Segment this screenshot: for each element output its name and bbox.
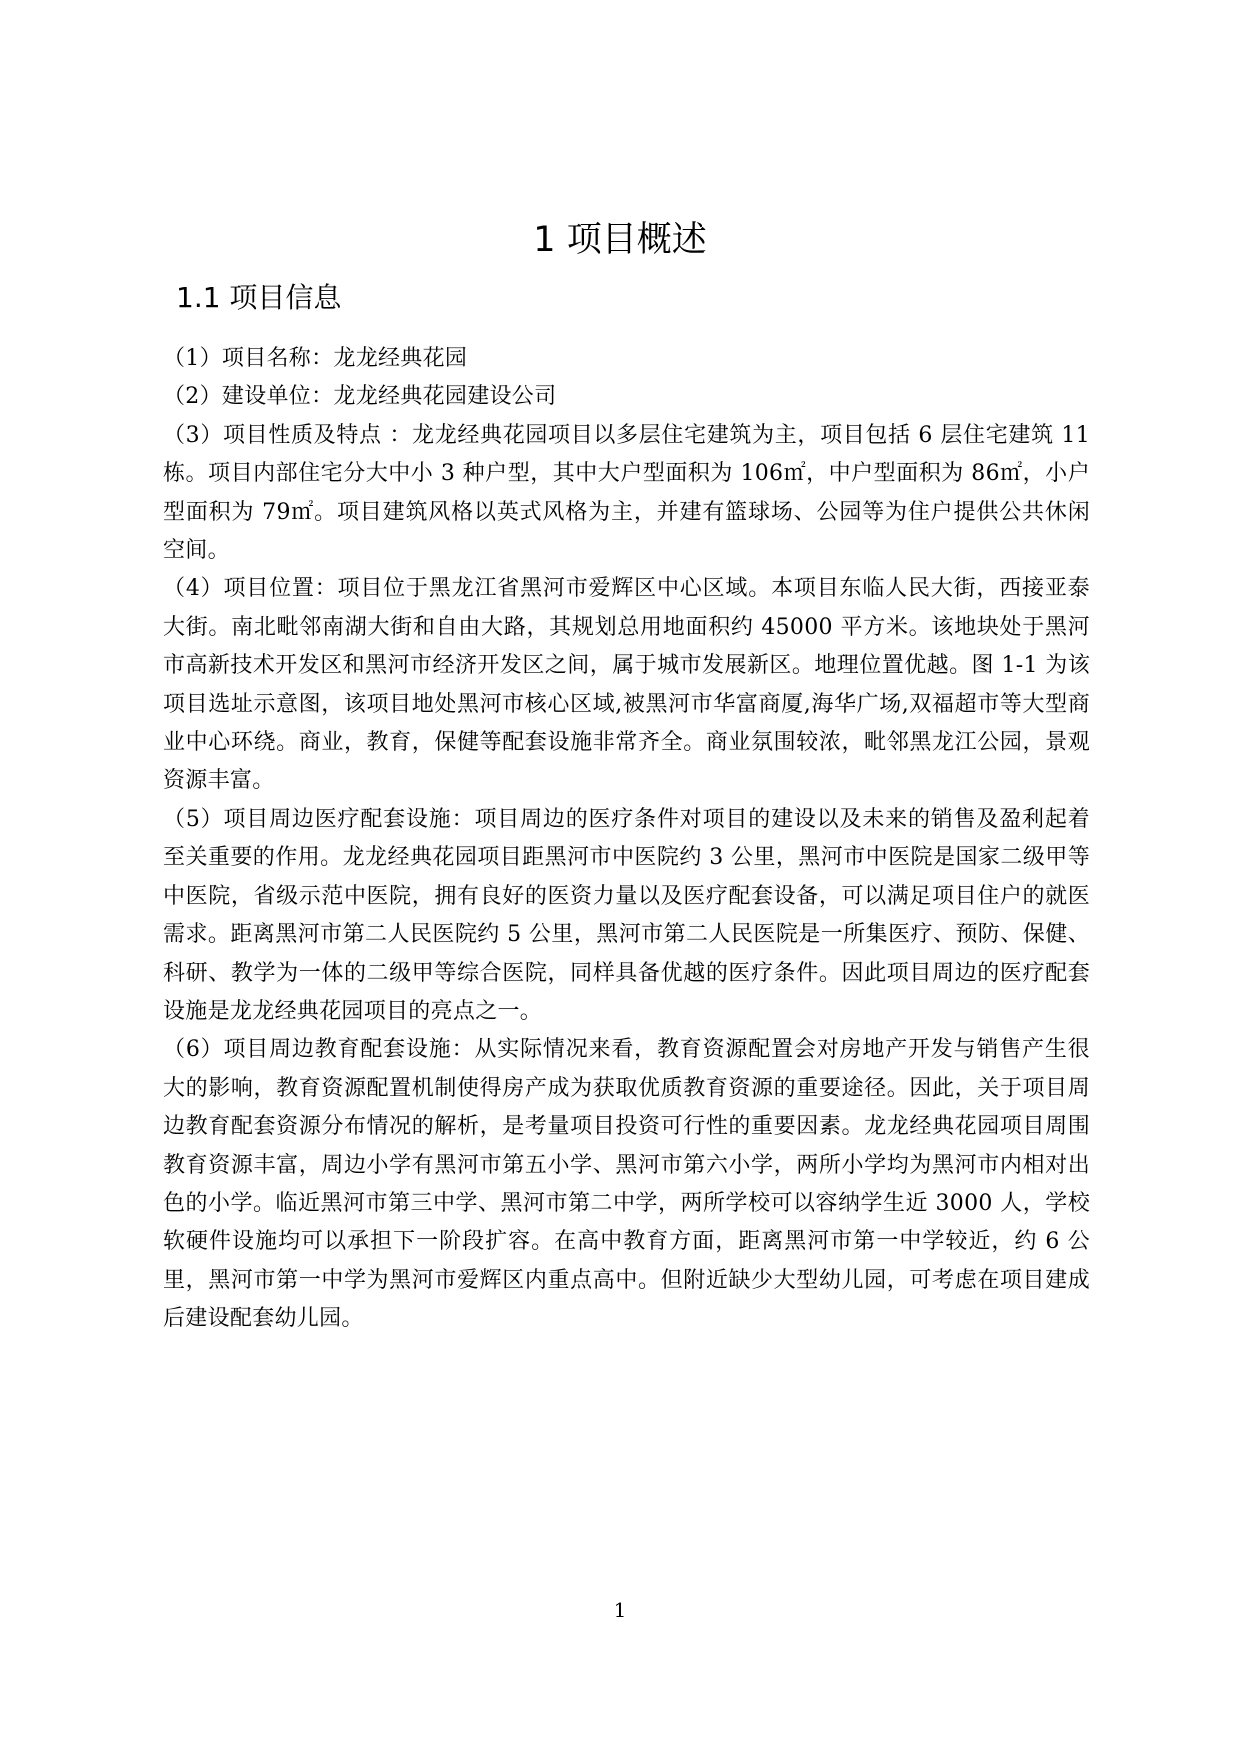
paragraph-education-facilities: （6）项目周边教育配套设施：从实际情况来看，教育资源配置会对房地产开发与销售产生很大的影响，教育资源配置机制使得房产成为获取优质教育资源的重要途径。因此，关于项目周边教育配套资源分布情况的解析，是考量项目投资可行性的重要因素。龙龙经典花园项目周围教育资源丰富，周边小学有黑河市第五小学、黑河市第六小学，两所小学均为黑河市内相对出色的小学。临近黑河市第三中学、黑河市第二中学，两所学校可以容纳学生近 3000 人，学校软硬件设施均可以承担下一阶段扩容。在高中教育方面，距离黑河市第一中学较近，约 6 公里，黑河市第一中学为黑河市爱辉区内重点高中。但附近缺少大型幼儿园，可考虑在项目建成后建设配套幼儿园。 bbox=[163, 1037, 1090, 1332]
paragraph-construction-unit: （2）建设单位：龙龙经典花园建设公司 bbox=[163, 384, 557, 410]
body-text bbox=[163, 340, 1090, 1339]
paragraph-project-name: （1）项目名称：龙龙经典花园 bbox=[163, 346, 468, 371]
page-number: 1 bbox=[613, 1598, 627, 1622]
chapter-title: 1 项目概述 bbox=[533, 220, 707, 260]
paragraph-project-location: （4）项目位置：项目位于黑龙江省黑河市爱辉区中心区域。本项目东临人民大街，西接亚泰大街。南北毗邻南湖大街和自由大路，其规划总用地面积约 45000 平方米。该地块处于黑河市高新技术开发区和黑河市经济开发区之间，属于城市发展新区。地理位置优越。图 1-1 为该项目选址示意图，该项目地处黑河市核心区域,被黑河市华富商厦,海华广场,双福超市等大型商业中心环绕。商业，教育，保健等配套设施非常齐全。商业氛围较浓，毗邻黑龙江公园，景观资源丰富。 bbox=[163, 576, 1090, 794]
paragraph-project-nature: （3）项目性质及特点 ：龙龙经典花园项目以多层住宅建筑为主，项目包括 6 层住宅建筑 11 栋。项目内部住宅分大中小 3 种户型，其中大户型面积为 106㎡，中户型面积为 86㎡，小户型面积为 79㎡。项目建筑风格以英式风格为主，并建有篮球场、公园等为住户提供公共休闲空间。 bbox=[163, 422, 1090, 564]
section-title: 1.1 项目信息 bbox=[176, 281, 342, 314]
paragraph-medical-facilities: （5）项目周边医疗配套设施：项目周边的医疗条件对项目的建设以及未来的销售及盈利起着至关重要的作用。龙龙经典花园项目距黑河市中医院约 3 公里，黑河市中医院是国家二级甲等中医院，省级示范中医院，拥有良好的医资力量以及医疗配套设备，可以满足项目住户的就医需求。距离黑河市第二人民医院约 5 公里，黑河市第二人民医院是一所集医疗、预防、保健、科研、教学为一体的二级甲等综合医院，同样具备优越的医疗条件。因此项目周边的医疗配套设施是龙龙经典花园项目的亮点之一。 bbox=[163, 806, 1090, 1024]
